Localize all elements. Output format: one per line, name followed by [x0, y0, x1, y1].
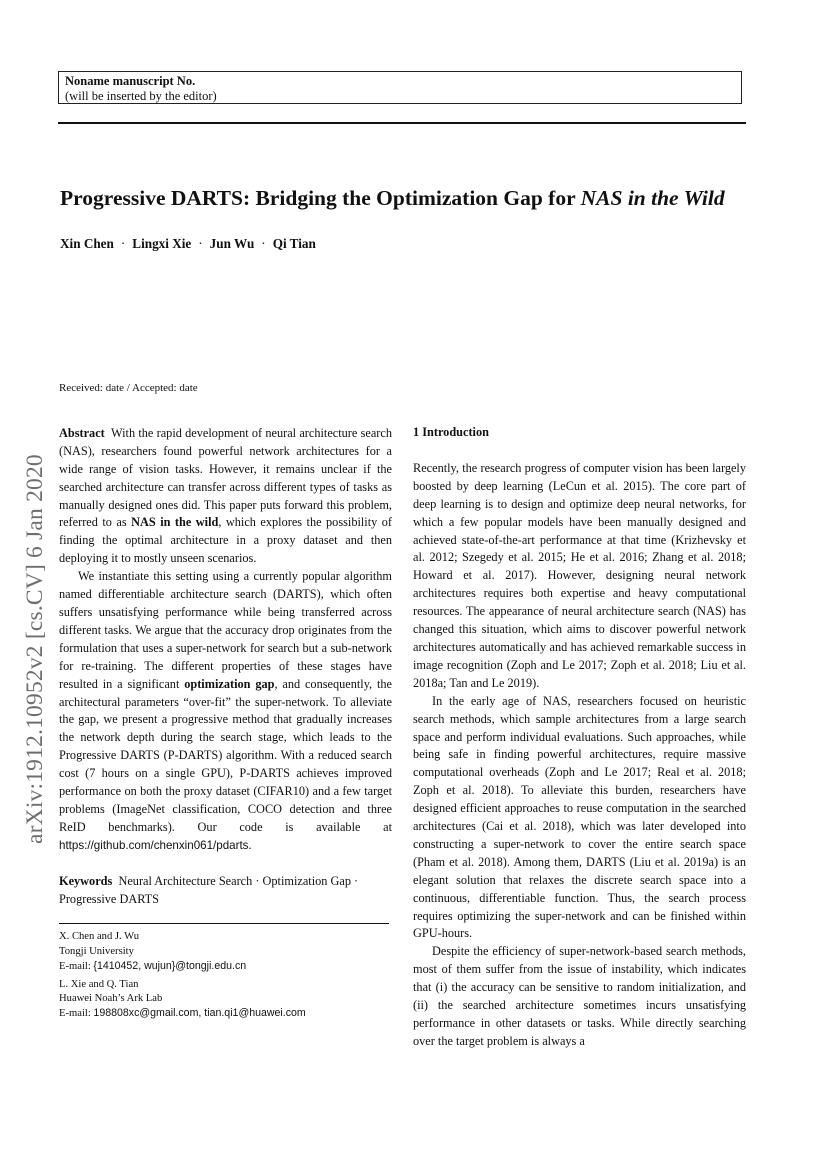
left-column [59, 380, 392, 1026]
email-label: E-mail: [59, 1008, 94, 1020]
affiliation-block [59, 930, 392, 974]
received-line: Received: date / Accepted: date [59, 382, 198, 394]
keywords-text: Neural Architecture Search · Optimization Gap · Progressive DARTS [59, 873, 359, 906]
keywords-heading: Keywords [59, 873, 113, 888]
code-url-link[interactable]: https://github.com/chenxin061/pdarts [59, 838, 249, 852]
author-name: Jun Wu [209, 236, 255, 251]
title-main: Progressive DARTS: Bridging the Optimization Gap for [60, 186, 581, 210]
email-label: E-mail: [59, 960, 94, 972]
author-separator: · [120, 236, 126, 251]
right-column [413, 424, 746, 1051]
abstract-text: , which explores the possibility of finding the optimal architecture in a proxy dataset and then deploying it to mostly unseen scenarios. [59, 515, 392, 566]
section-heading-introduction: 1 Introduction [413, 425, 489, 439]
author-separator: · [198, 236, 203, 251]
abstract-paragraph [59, 568, 392, 855]
intro-paragraph: In the early age of NAS, researchers focused on heuristic search methods, which sample architectures from a large search space and perform individual evaluations. Such approaches, while being safe in finding powerful architectures, require massive computational overheads (Zoph and Le 2017; Real et al. 2018; Zoph et al. 2018). To alleviate this burden, researchers have designed efficient approaches to reuse computation in the searched architectures (Cai et al. 2018), which was later developed into constructing a super-network to cover the entire search space (Pham et al. 2018). Among them, DARTS (Liu et al. 2019a) is an elegant solution that relaxes the discrete search space into a continuous, differentiable function. Thus, the search process requires optimizing the super-network and can be finished within GPU-hours. [413, 693, 746, 941]
author-list [60, 236, 316, 252]
arxiv-stamp [18, 374, 58, 844]
affiliation-names: X. Chen and J. Wu [59, 931, 140, 943]
abstract-bold: NAS in the wild [131, 515, 219, 530]
abstract-text: We instantiate this setting using a currently popular algorithm named differentiable architecture search (DARTS), which often suffers unsatisfying performance while being transferred across different tasks. We argue that the accuracy drop originates from the formulation that uses a super-network for search but a sub-network for re-training. The different properties of these stages have resulted in a significant [59, 569, 392, 691]
intro-paragraph: Despite the efficiency of super-network-based search methods, most of them suffer from the issue of instability, which indicates that (i) the accuracy can be sensitive to random initialization, and (ii) the searched architecture sometimes incurs unsatisfying performance in other datasets or tasks. While directly searching over the target problem is always a [413, 944, 746, 1048]
author-separator: · [261, 236, 266, 251]
affiliation-email-line [59, 959, 392, 974]
affiliation-org: Huawei Noah’s Ark Lab [59, 993, 163, 1005]
author-name: Lingxi Xie [132, 236, 192, 251]
abstract-paragraph [59, 425, 392, 568]
keywords [59, 873, 392, 909]
author-name: Xin Chen [60, 236, 114, 251]
affiliation-block [59, 978, 392, 1022]
paper-title [60, 186, 760, 211]
abstract-text: , and consequently, the architectural parameters “over-fit” the super-network. To alleviate the gap, we present a progressive method that gradually increases the network depth during the search stage, which leads to the Progressive DARTS (P-DARTS) algorithm. With a reduced search cost (7 hours on a single GPU), P-DARTS achieves improved performance on both the proxy dataset (CIFAR10) and a few target problems (ImageNet classification, COCO detection and three ReID benchmarks). Our code is available at [59, 676, 392, 834]
email-address[interactable]: 198808xc@gmail.com, tian.qi1@huawei.com [93, 1007, 306, 1020]
top-rule [58, 122, 746, 124]
email-address[interactable]: {1410452, wujun}@tongji.edu.cn [93, 959, 247, 972]
editor-note: (will be inserted by the editor) [65, 88, 217, 103]
arxiv-stamp-text: arXiv:1912.10952v2 [cs.CV] 6 Jan 2020 [22, 454, 48, 844]
abstract-text: With the rapid development of neural architecture search (NAS), researchers found powerful network architectures for a wide range of vision tasks. However, it remains unclear if the searched architecture can transfer across different types of tasks as manually designed ones did. This paper puts forward this problem, referred to as [59, 425, 392, 530]
affiliation-names: L. Xie and Q. Tian [59, 979, 139, 991]
affiliations [59, 930, 392, 1021]
intro-paragraph: Recently, the research progress of computer vision has been largely boosted by deep learning (LeCun et al. 2015). The core part of deep learning is to design and optimize deep neural networks, for which a few popular models have been manually designed and achieved state-of-the-art performance at that time (Krizhevsky et al. 2012; Szegedy et al. 2015; He et al. 2016; Zhang et al. 2018; Howard et al. 2017). However, designing neural network architectures requires both expertise and heavy computational resources. The appearance of neural architecture search (NAS) has changed this situation, which aims to discover powerful network architectures automatically and has achieved remarkable success in image recognition (Zoph and Le 2017; Zoph et al. 2018; Liu et al. 2018a; Tan and Le 2019). [413, 460, 746, 690]
author-name: Qi Tian [272, 236, 316, 251]
affiliation-org: Tongji University [59, 945, 134, 957]
affiliation-rule [59, 923, 389, 924]
affiliation-email-line [59, 1006, 392, 1021]
abstract-text: . [248, 837, 252, 852]
abstract-heading: Abstract [59, 425, 105, 440]
title-italic: NAS in the Wild [580, 186, 725, 210]
manuscript-number: Noname manuscript No. [65, 74, 196, 88]
manuscript-header-box [58, 71, 742, 104]
abstract-bold: optimization gap [184, 676, 275, 691]
